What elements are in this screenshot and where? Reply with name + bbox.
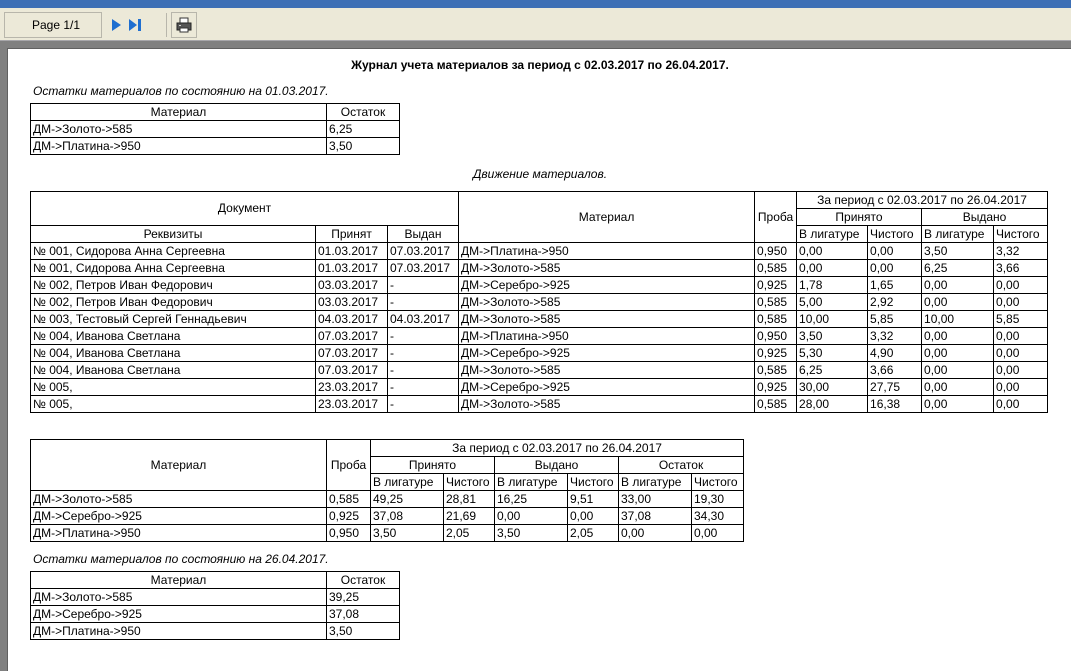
cell-received-date: 07.03.2017: [316, 345, 388, 362]
header-pure: Чистого: [568, 474, 619, 491]
cell-probe: 0,585: [755, 260, 797, 277]
header-pure: Чистого: [692, 474, 744, 491]
cell-in-ligature: 5,00: [797, 294, 868, 311]
header-ligature: В лигатуре: [797, 226, 868, 243]
page-label: Page 1/1: [32, 18, 81, 32]
header-cell: Материал: [31, 572, 327, 589]
window-top-strip: [0, 0, 1071, 8]
header-period: За период с 02.03.2017 по 26.04.2017: [797, 192, 1048, 209]
table-row: [31, 589, 400, 606]
table-row: [31, 260, 1048, 277]
header-ligature: В лигатуре: [922, 226, 994, 243]
cell-probe: 0,925: [755, 345, 797, 362]
cell-rest-ligature: 37,08: [619, 508, 692, 525]
table-header-row: [31, 440, 744, 457]
cell-out-ligature: 0,00: [495, 508, 568, 525]
cell-in-pure: 2,05: [444, 525, 495, 542]
cell-in-pure: 28,81: [444, 491, 495, 508]
report-title: Журнал учета материалов за период с 02.03.2017 по 26.04.2017.: [351, 58, 729, 72]
cell-requisites: № 004, Иванова Светлана: [31, 328, 316, 345]
cell-material: ДМ->Платина->950: [31, 138, 327, 155]
report-toolbar: [0, 8, 1071, 41]
cell-issued-date: -: [388, 277, 459, 294]
cell-received-date: 07.03.2017: [316, 328, 388, 345]
cell-material: ДМ->Серебро->925: [459, 277, 755, 294]
cell-out-pure: 0,00: [994, 379, 1048, 396]
table-row: [31, 396, 1048, 413]
cell-probe: 0,585: [755, 362, 797, 379]
cell-in-ligature: 28,00: [797, 396, 868, 413]
report-page: [7, 48, 1071, 671]
cell-material: ДМ->Золото->585: [459, 311, 755, 328]
cell-in-pure: 0,00: [868, 260, 922, 277]
cell-in-pure: 3,66: [868, 362, 922, 379]
cell-material: ДМ->Золото->585: [31, 121, 327, 138]
cell-out-pure: 0,00: [994, 362, 1048, 379]
cell-probe: 0,925: [755, 379, 797, 396]
cell-out-ligature: 10,00: [922, 311, 994, 328]
cell-in-ligature: 6,25: [797, 362, 868, 379]
page-indicator: [4, 12, 102, 38]
cell-balance: 37,08: [327, 606, 400, 623]
cell-in-pure: 2,92: [868, 294, 922, 311]
cell-requisites: № 002, Петров Иван Федорович: [31, 277, 316, 294]
cell-material: ДМ->Серебро->925: [459, 379, 755, 396]
cell-issued-date: -: [388, 328, 459, 345]
cell-issued-date: -: [388, 345, 459, 362]
cell-requisites: № 004, Иванова Светлана: [31, 345, 316, 362]
cell-material: ДМ->Золото->585: [459, 294, 755, 311]
table-row: [31, 379, 1048, 396]
cell-received-date: 03.03.2017: [316, 294, 388, 311]
cell-in-ligature: 49,25: [371, 491, 444, 508]
table-row: [31, 525, 744, 542]
header-cell: Остаток: [327, 572, 400, 589]
header-received-group: Принято: [797, 209, 922, 226]
cell-material: ДМ->Золото->585: [459, 362, 755, 379]
header-received-group: Принято: [371, 457, 495, 474]
header-document: Документ: [31, 192, 459, 226]
table-row: [31, 606, 400, 623]
cell-in-ligature: 0,00: [797, 243, 868, 260]
cell-in-pure: 4,90: [868, 345, 922, 362]
cell-out-pure: 3,66: [994, 260, 1048, 277]
cell-probe: 0,585: [755, 294, 797, 311]
cell-out-pure: 0,00: [994, 328, 1048, 345]
cell-issued-date: -: [388, 294, 459, 311]
cell-in-pure: 16,38: [868, 396, 922, 413]
cell-out-pure: 0,00: [994, 294, 1048, 311]
cell-balance: 3,50: [327, 623, 400, 640]
cell-out-ligature: 16,25: [495, 491, 568, 508]
cell-issued-date: 07.03.2017: [388, 243, 459, 260]
header-cell: Материал: [31, 104, 327, 121]
cell-requisites: № 002, Петров Иван Федорович: [31, 294, 316, 311]
header-rest-group: Остаток: [619, 457, 744, 474]
cell-received-date: 04.03.2017: [316, 311, 388, 328]
cell-rest-ligature: 0,00: [619, 525, 692, 542]
opening-caption: Остатки материалов по состоянию на 01.03.2017.: [33, 84, 329, 98]
cell-probe: 0,925: [327, 508, 371, 525]
header-probe: Проба: [755, 192, 797, 243]
header-cell: Остаток: [327, 104, 400, 121]
cell-in-pure: 1,65: [868, 277, 922, 294]
cell-in-ligature: 30,00: [797, 379, 868, 396]
cell-probe: 0,950: [755, 328, 797, 345]
cell-probe: 0,585: [755, 311, 797, 328]
cell-material: ДМ->Платина->950: [31, 525, 327, 542]
cell-issued-date: -: [388, 362, 459, 379]
header-issued-date: Выдан: [388, 226, 459, 243]
header-requisites: Реквизиты: [31, 226, 316, 243]
header-pure: Чистого: [444, 474, 495, 491]
cell-in-pure: 27,75: [868, 379, 922, 396]
movement-table: [30, 191, 1048, 413]
header-issued-group: Выдано: [495, 457, 619, 474]
cell-in-ligature: 10,00: [797, 311, 868, 328]
header-period: За период с 02.03.2017 по 26.04.2017: [371, 440, 744, 457]
next-page-icon: [109, 18, 123, 32]
cell-in-ligature: 37,08: [371, 508, 444, 525]
cell-in-ligature: 3,50: [371, 525, 444, 542]
cell-out-pure: 3,32: [994, 243, 1048, 260]
table-header-row: [31, 192, 1048, 209]
cell-rest-pure: 19,30: [692, 491, 744, 508]
cell-in-ligature: 3,50: [797, 328, 868, 345]
table-row: [31, 362, 1048, 379]
table-row: [31, 311, 1048, 328]
header-ligature: В лигатуре: [495, 474, 568, 491]
cell-balance: 39,25: [327, 589, 400, 606]
print-button[interactable]: [171, 12, 197, 38]
header-probe: Проба: [327, 440, 371, 491]
cell-out-pure: 0,00: [568, 508, 619, 525]
table-header-row: [31, 104, 400, 121]
cell-out-ligature: 3,50: [495, 525, 568, 542]
cell-in-pure: 0,00: [868, 243, 922, 260]
cell-material: ДМ->Серебро->925: [459, 345, 755, 362]
cell-requisites: № 001, Сидорова Анна Сергеевна: [31, 260, 316, 277]
cell-out-ligature: 0,00: [922, 396, 994, 413]
last-page-button[interactable]: [128, 18, 142, 32]
cell-issued-date: 04.03.2017: [388, 311, 459, 328]
opening-balance-table: [30, 103, 400, 155]
table-row: [31, 623, 400, 640]
cell-received-date: 01.03.2017: [316, 260, 388, 277]
cell-material: ДМ->Серебро->925: [31, 508, 327, 525]
cell-out-pure: 5,85: [994, 311, 1048, 328]
cell-issued-date: -: [388, 396, 459, 413]
cell-requisites: № 003, Тестовый Сергей Геннадьевич: [31, 311, 316, 328]
cell-out-ligature: 0,00: [922, 379, 994, 396]
cell-rest-ligature: 33,00: [619, 491, 692, 508]
cell-out-pure: 9,51: [568, 491, 619, 508]
print-icon: [172, 13, 196, 37]
table-row: [31, 328, 1048, 345]
cell-out-pure: 0,00: [994, 345, 1048, 362]
table-row: [31, 138, 400, 155]
cell-requisites: № 005,: [31, 396, 316, 413]
cell-out-pure: 0,00: [994, 277, 1048, 294]
cell-requisites: № 005,: [31, 379, 316, 396]
cell-out-pure: 0,00: [994, 396, 1048, 413]
cell-probe: 0,585: [755, 396, 797, 413]
cell-in-ligature: 5,30: [797, 345, 868, 362]
cell-out-pure: 2,05: [568, 525, 619, 542]
header-material: Материал: [459, 192, 755, 243]
table-row: [31, 345, 1048, 362]
movement-caption: Движение материалов.: [472, 167, 608, 181]
cell-probe: 0,950: [755, 243, 797, 260]
summary-table: [30, 439, 744, 542]
cell-out-ligature: 0,00: [922, 345, 994, 362]
cell-material: ДМ->Платина->950: [459, 243, 755, 260]
header-issued-group: Выдано: [922, 209, 1048, 226]
header-ligature: В лигатуре: [619, 474, 692, 491]
cell-issued-date: 07.03.2017: [388, 260, 459, 277]
cell-probe: 0,585: [327, 491, 371, 508]
cell-material: ДМ->Золото->585: [459, 260, 755, 277]
cell-out-ligature: 3,50: [922, 243, 994, 260]
cell-out-ligature: 0,00: [922, 294, 994, 311]
table-row: [31, 491, 744, 508]
next-page-button[interactable]: [109, 18, 123, 32]
header-ligature: В лигатуре: [371, 474, 444, 491]
cell-probe: 0,950: [327, 525, 371, 542]
last-page-icon: [128, 18, 142, 32]
table-header-row: [31, 572, 400, 589]
header-pure: Чистого: [994, 226, 1048, 243]
cell-requisites: № 001, Сидорова Анна Сергеевна: [31, 243, 316, 260]
toolbar-separator: [166, 13, 167, 37]
cell-received-date: 23.03.2017: [316, 396, 388, 413]
cell-in-pure: 3,32: [868, 328, 922, 345]
header-received-date: Принят: [316, 226, 388, 243]
cell-material: ДМ->Платина->950: [31, 623, 327, 640]
cell-out-ligature: 6,25: [922, 260, 994, 277]
cell-rest-pure: 34,30: [692, 508, 744, 525]
cell-in-ligature: 1,78: [797, 277, 868, 294]
cell-received-date: 07.03.2017: [316, 362, 388, 379]
cell-material: ДМ->Платина->950: [459, 328, 755, 345]
closing-balance-table: [30, 571, 400, 640]
header-material: Материал: [31, 440, 327, 491]
cell-out-ligature: 0,00: [922, 277, 994, 294]
cell-material: ДМ->Золото->585: [31, 491, 327, 508]
table-row: [31, 508, 744, 525]
cell-balance: 6,25: [327, 121, 400, 138]
closing-caption: Остатки материалов по состоянию на 26.04.2017.: [33, 552, 329, 566]
cell-out-ligature: 0,00: [922, 328, 994, 345]
cell-requisites: № 004, Иванова Светлана: [31, 362, 316, 379]
cell-received-date: 01.03.2017: [316, 243, 388, 260]
cell-in-pure: 21,69: [444, 508, 495, 525]
cell-probe: 0,925: [755, 277, 797, 294]
cell-in-ligature: 0,00: [797, 260, 868, 277]
cell-issued-date: -: [388, 379, 459, 396]
cell-received-date: 03.03.2017: [316, 277, 388, 294]
cell-rest-pure: 0,00: [692, 525, 744, 542]
cell-material: ДМ->Золото->585: [459, 396, 755, 413]
cell-received-date: 23.03.2017: [316, 379, 388, 396]
table-row: [31, 277, 1048, 294]
cell-balance: 3,50: [327, 138, 400, 155]
cell-in-pure: 5,85: [868, 311, 922, 328]
cell-material: ДМ->Золото->585: [31, 589, 327, 606]
header-pure: Чистого: [868, 226, 922, 243]
cell-material: ДМ->Серебро->925: [31, 606, 327, 623]
table-row: [31, 243, 1048, 260]
cell-out-ligature: 0,00: [922, 362, 994, 379]
table-row: [31, 121, 400, 138]
table-row: [31, 294, 1048, 311]
